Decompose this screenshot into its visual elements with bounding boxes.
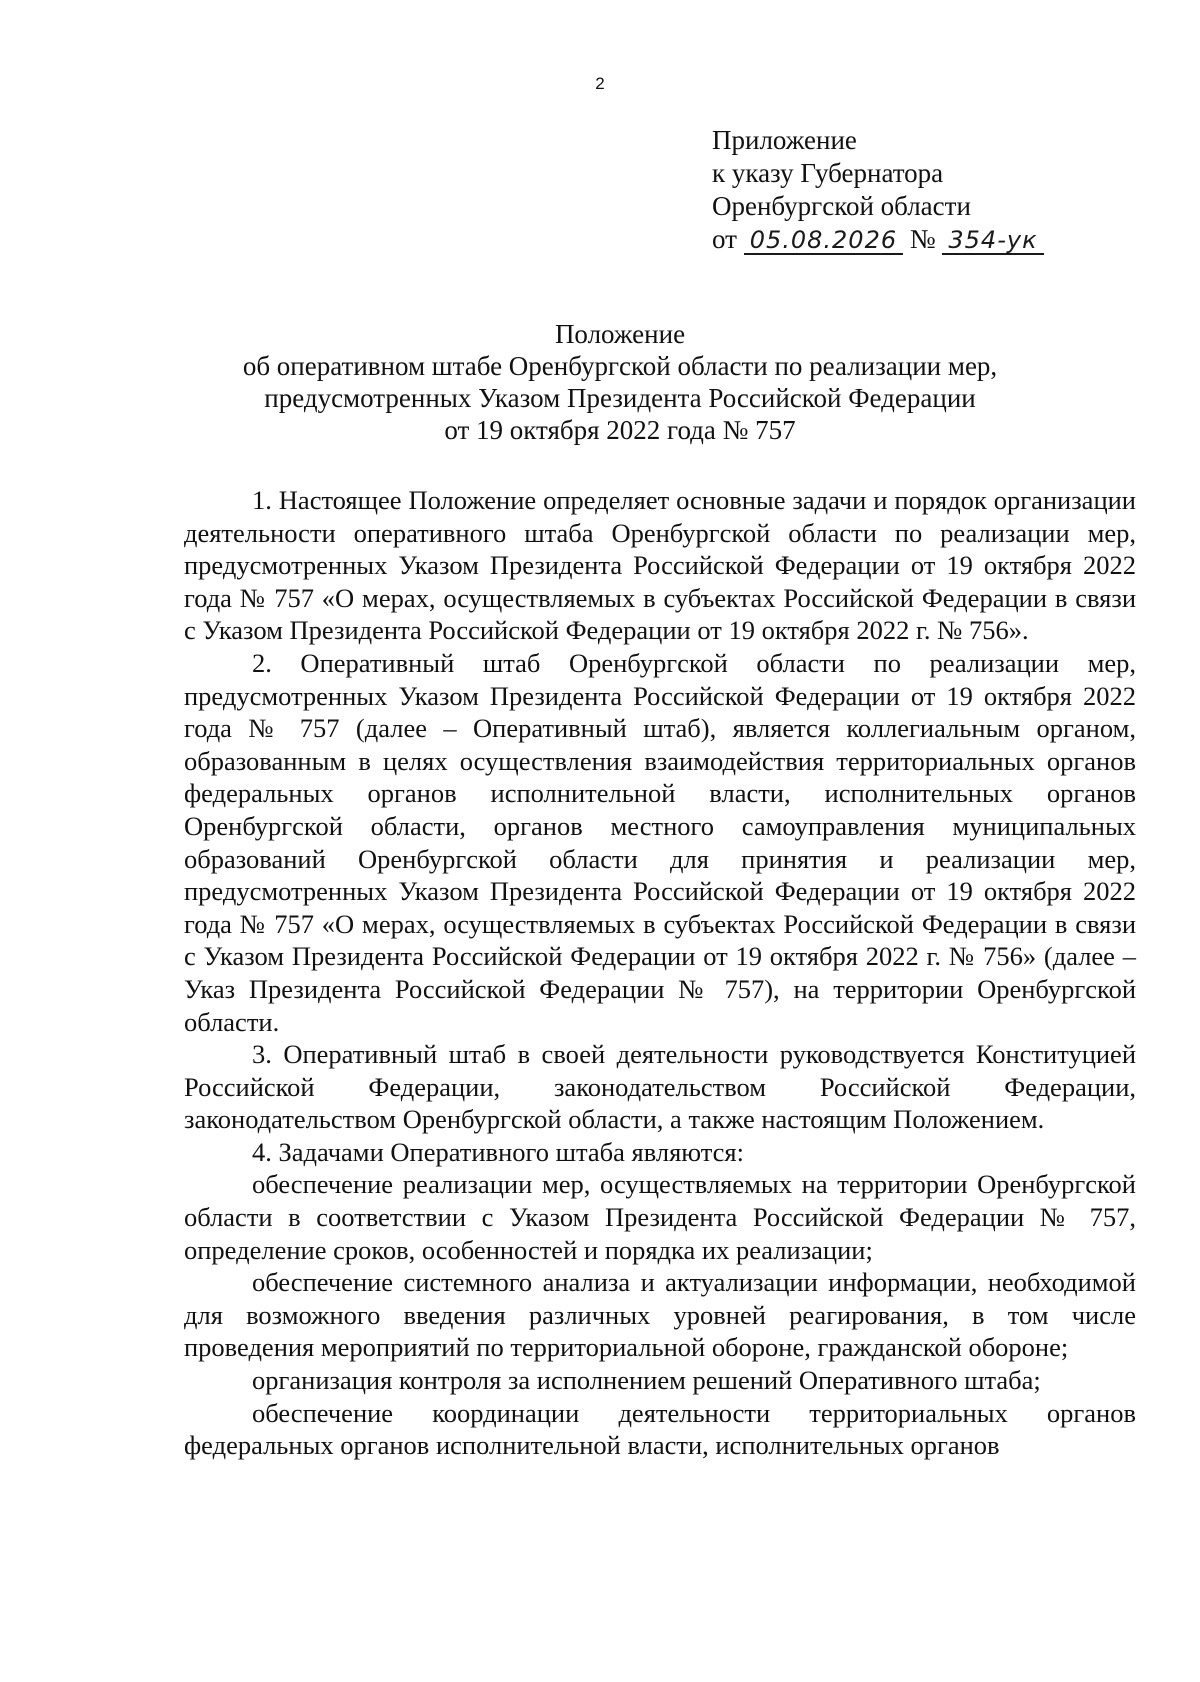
appendix-block — [712, 124, 1044, 256]
title-line-3: предусмотренных Указом Президента Российской Федерации — [264, 383, 976, 413]
document-title — [180, 318, 1060, 446]
title-line-2: об оперативном штабе Оренбургской области по реализации мер, — [242, 351, 998, 381]
title-line-1: Положение — [554, 319, 686, 349]
paragraph-1: 1. Настоящее Положение определяет основные задачи и порядок организации деятельности оперативного штаба Оренбургской области по реализации мер, предусмотренных Указом Президента Российской Федерации от 19 октября 2022 года № 757 «О мерах, осуществляемых в субъектах Российской Федерации в связи с Указом Президента Российской Федерации от 19 октября 2022 г. № 756». — [184, 485, 1136, 646]
task-item-1: обеспечение реализации мер, осуществляемых на территории Оренбургской области в соответствии с Указом Президента Российской Федерации № 757, определение сроков, особенностей и порядка их реализации; — [184, 1169, 1136, 1265]
page-number: 2 — [595, 74, 605, 93]
task-item-4: обеспечение координации деятельности территориальных органов федеральных органов исполнительной власти, исполнительных органов — [184, 1397, 1136, 1461]
paragraph-4: 4. Задачами Оперативного штаба являются: — [252, 1136, 744, 1167]
paragraph-2: 2. Оперативный штаб Оренбургской области по реализации мер, предусмотренных Указом Президента Российской Федерации от 19 октября 2022 года № 757 (далее – Оперативный штаб), является коллегиальным органом, образованным в целях осуществления взаимодействия территориальных органов федеральных органов исполнительной власти, исполнительных органов Оренбургской области, органов местного самоуправления муниципальных образований Оренбургской области для принятия и реализации мер, предусмотренных Указом Президента Российской Федерации от 19 октября 2022 года № 757 «О мерах, осуществляемых в субъектах Российской Федерации в связи с Указом Президента Российской Федерации от 19 октября 2022 г. № 756» (далее – Указ Президента Российской Федерации № 757), на территории Оренбургской области. — [184, 647, 1136, 1037]
appendix-line-3: Оренбургской области — [712, 191, 971, 221]
appendix-line-1: Приложение — [712, 125, 857, 155]
task-item-2: обеспечение системного анализа и актуализации информации, необходимой для возможного введения различных уровней реагирования, в том числе проведения мероприятий по территориальной обороне, гражданской обороне; — [184, 1267, 1136, 1363]
task-item-3: организация контроля за исполнением решений Оперативного штаба; — [252, 1365, 1041, 1396]
from-label: от — [712, 224, 737, 254]
appendix-line-2: к указу Губернатора — [712, 158, 944, 188]
number-label: № — [909, 224, 936, 254]
handwritten-number: 354-ук — [942, 227, 1043, 255]
document-body — [184, 484, 1136, 1462]
appendix-date-line — [712, 223, 1044, 256]
title-line-4: от 19 октября 2022 года № 757 — [444, 415, 796, 445]
paragraph-3: 3. Оперативный штаб в своей деятельности руководствуется Конституцией Российской Федерации, законодательством Российской Федерации, законодательством Оренбургской области, а также настоящим Положением. — [184, 1039, 1136, 1135]
handwritten-date: 05.08.2026 — [744, 227, 903, 255]
